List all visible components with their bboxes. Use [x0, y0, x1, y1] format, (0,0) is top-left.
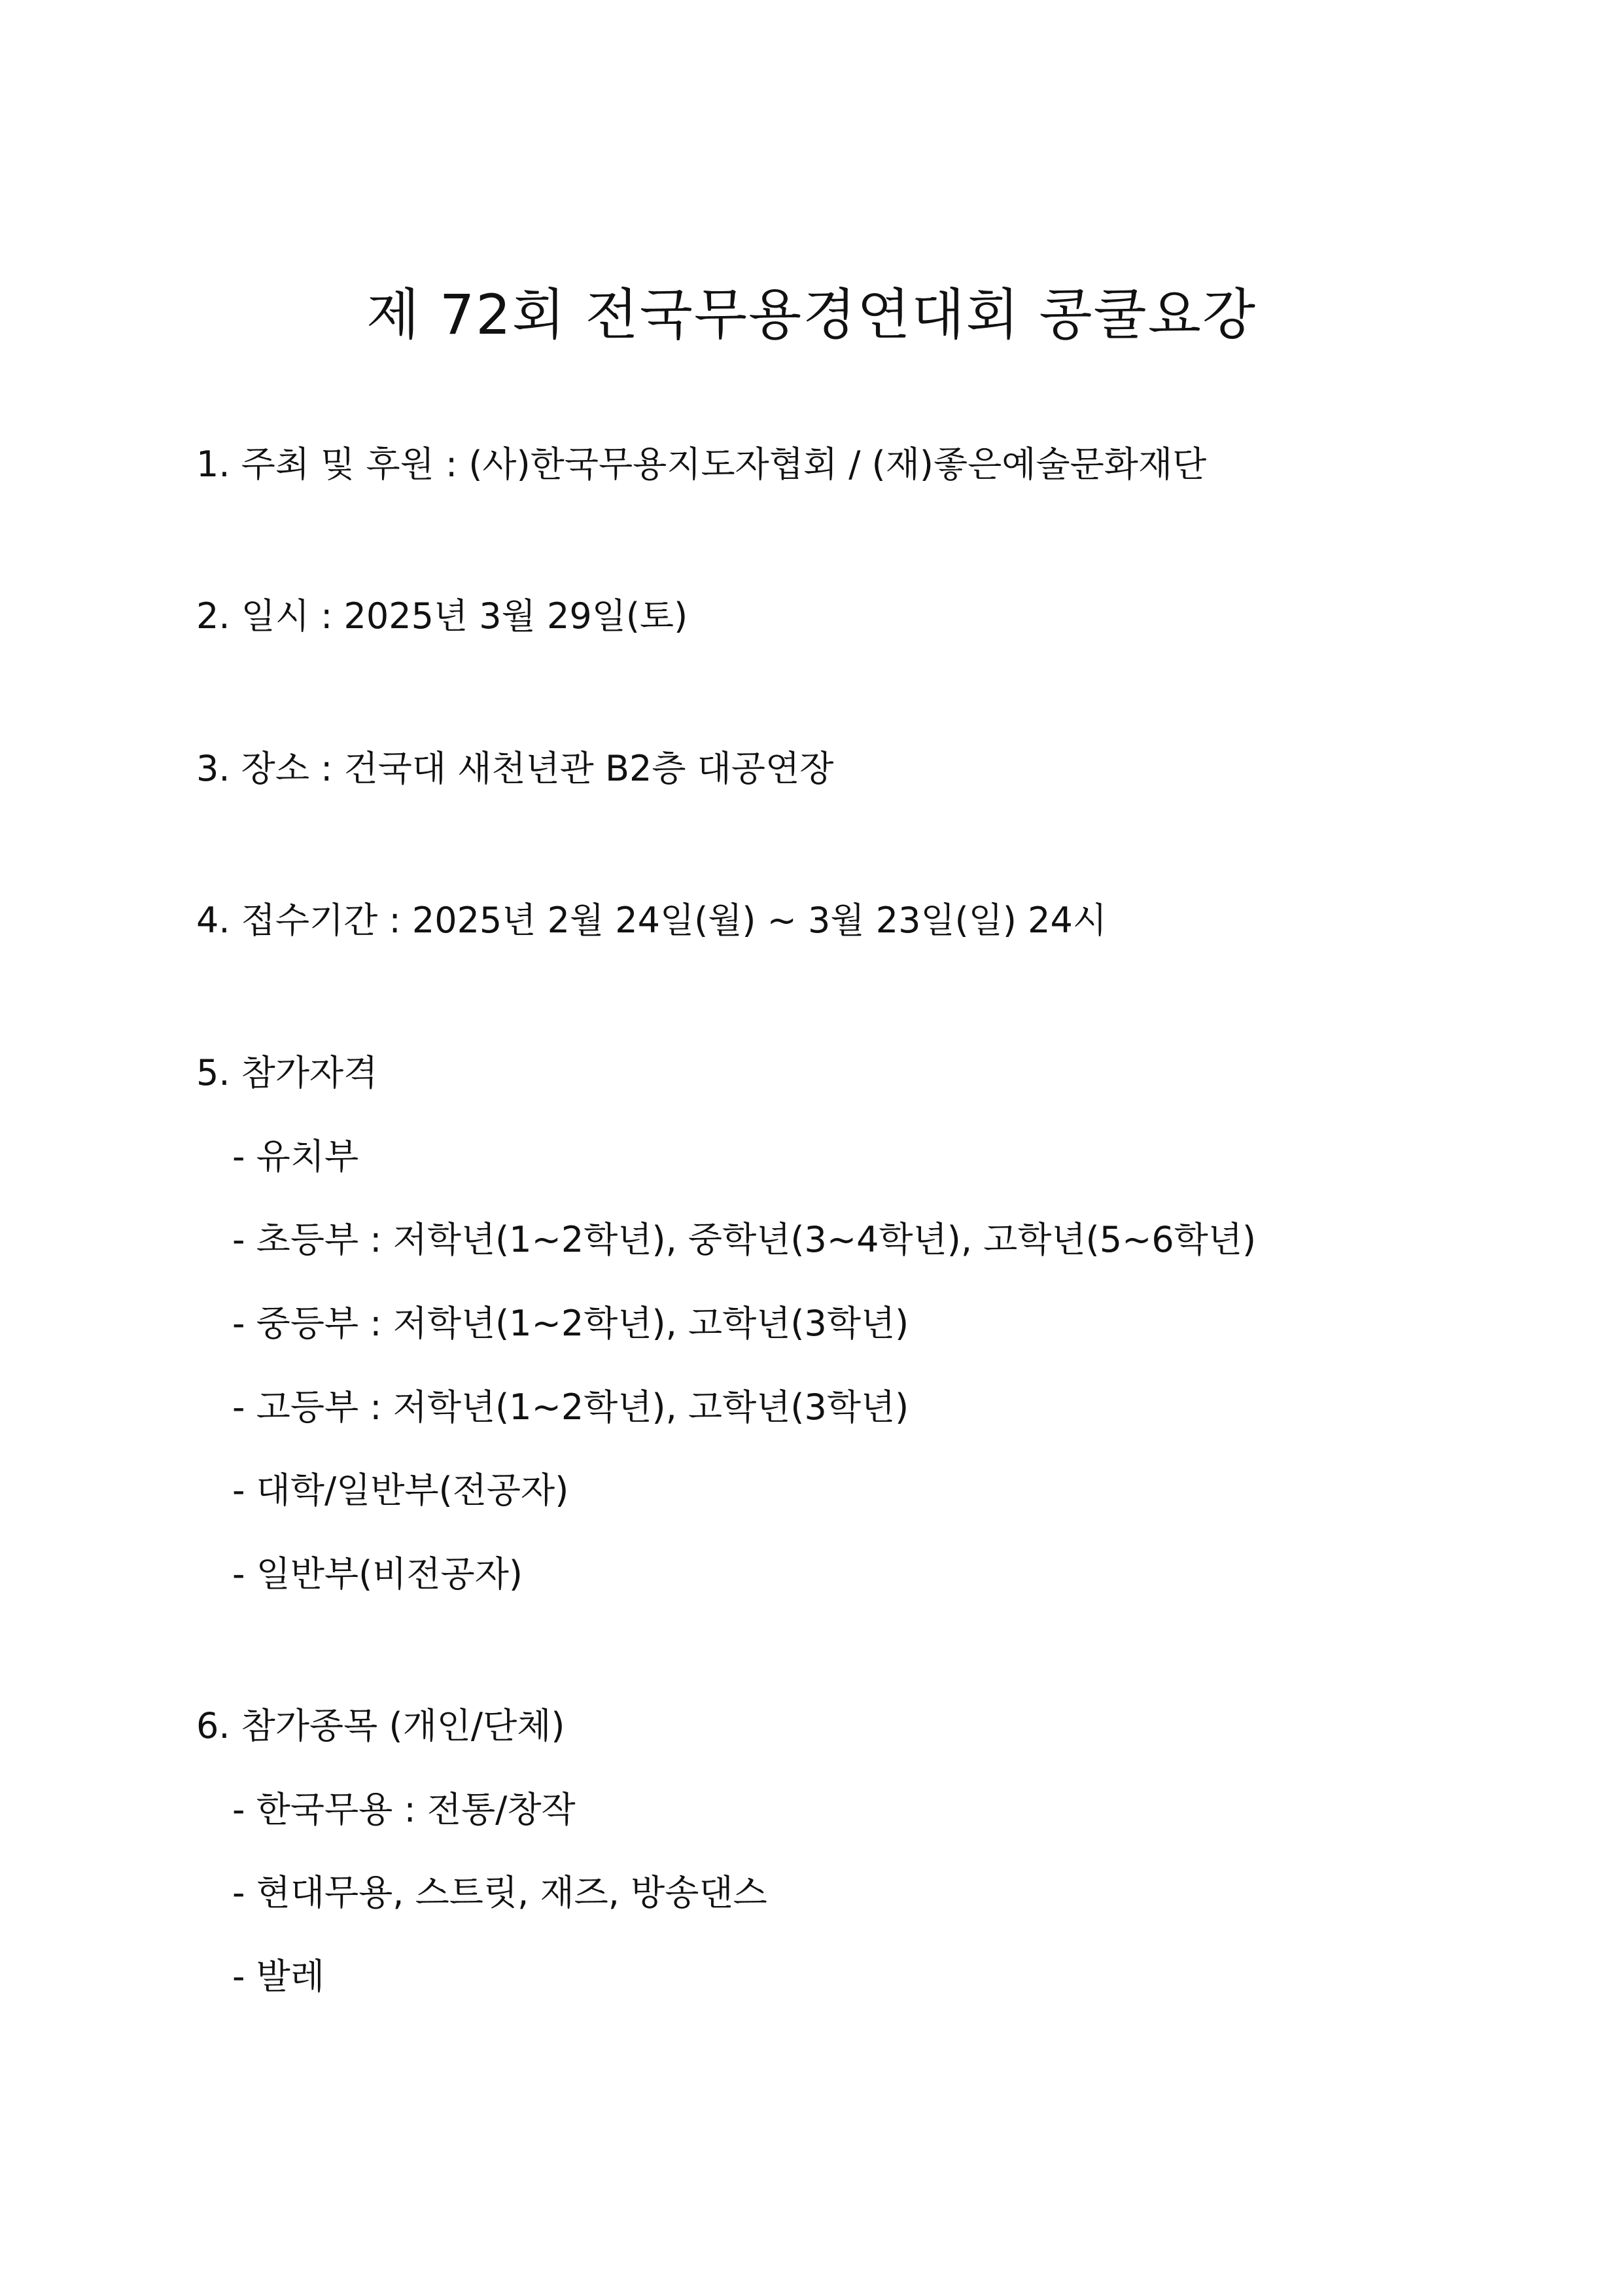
- section-3-heading: 3. 장소 : 건국대 새천년관 B2층 대공연장: [196, 748, 834, 789]
- section-6-heading: 6. 참가종목 (개인/단체): [196, 1705, 565, 1746]
- list-item: - 현대무용, 스트릿, 재즈, 방송댄스: [232, 1872, 767, 1913]
- list-item: - 초등부 : 저학년(1~2학년), 중학년(3~4학년), 고학년(5~6학년): [232, 1219, 1257, 1260]
- document-title: 제 72회 전국무용경연대회 콩쿨요강: [366, 283, 1257, 347]
- list-item: - 유치부: [232, 1136, 359, 1177]
- list-item: - 대학/일반부(전공자): [232, 1470, 569, 1511]
- list-item: - 한국무용 : 전통/창작: [232, 1789, 576, 1830]
- section-5-heading: 5. 참가자격: [196, 1052, 378, 1093]
- section-4-heading: 4. 접수기간 : 2025년 2월 24일(월) ~ 3월 23일(일) 24시: [196, 900, 1107, 941]
- list-item: - 일반부(비전공자): [232, 1553, 523, 1595]
- list-item: - 발레: [232, 1956, 324, 1997]
- section-1-heading: 1. 주최 및 후원 : (사)한국무용지도자협회 / (재)좋은예술문화재단: [196, 444, 1207, 485]
- list-item: - 중등부 : 저학년(1~2학년), 고학년(3학년): [232, 1303, 909, 1344]
- list-item: - 고등부 : 저학년(1~2학년), 고학년(3학년): [232, 1386, 909, 1428]
- section-2-heading: 2. 일시 : 2025년 3월 29일(토): [196, 595, 688, 637]
